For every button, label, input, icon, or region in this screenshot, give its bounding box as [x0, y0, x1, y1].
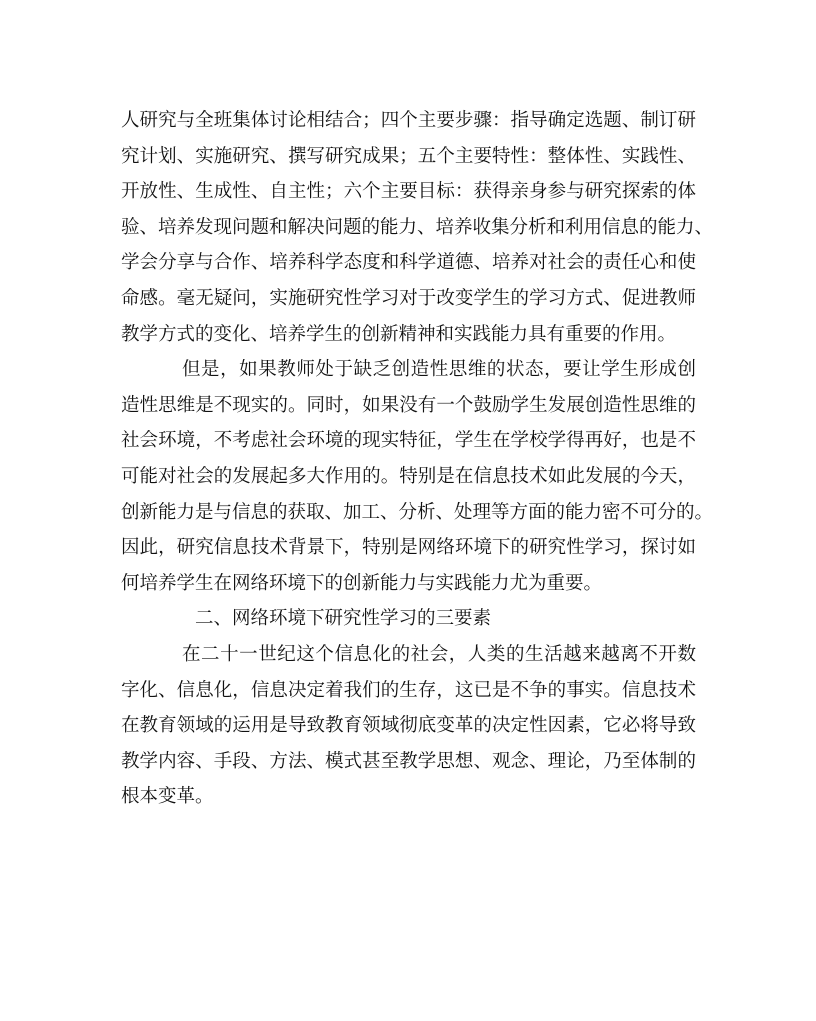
text-line: 教学内容、手段、方法、模式甚至教学思想、观念、理论，乃至体制的 [121, 750, 696, 772]
paragraph-1 [121, 103, 714, 352]
text-line: 何培养学生在网络环境下的创新能力与实践能力尤为重要。 [121, 572, 603, 594]
text-line: 字化、信息化，信息决定着我们的生存，这已是不争的事实。信息技术 [121, 679, 696, 701]
paragraph-2 [121, 352, 714, 601]
paragraph-3 [121, 637, 696, 815]
heading-text: 二、网络环境下研究性学习的三要素 [195, 608, 492, 630]
text-line: 命感。毫无疑问，实施研究性学习对于改变学生的学习方式、促进教师 [121, 287, 696, 309]
text-line: 创新能力是与信息的获取、加工、分析、处理等方面的能力密不可分的。 [121, 501, 714, 523]
section-heading [121, 601, 696, 637]
text-line: 可能对社会的发展起多大作用的。特别是在信息技术如此发展的今天， [121, 465, 696, 487]
text-line: 根本变革。 [121, 786, 214, 808]
text-line: 学会分享与合作、培养科学态度和科学道德、培养对社会的责任心和使 [121, 252, 696, 274]
text-line: 人研究与全班集体讨论相结合；四个主要步骤：指导确定选题、制订研 [121, 110, 696, 131]
text-line: 因此，研究信息技术背景下，特别是网络环境下的研究性学习，探讨如 [121, 537, 696, 559]
text-line: 究计划、实施研究、撰写研究成果；五个主要特性：整体性、实践性、 [121, 145, 696, 167]
text-line: 在教育领域的运用是导致教育领域彻底变革的决定性因素，它必将导致 [121, 715, 696, 737]
document-body [121, 103, 714, 815]
text-line: 验、培养发现问题和解决问题的能力、培养收集分析和利用信息的能力、 [121, 216, 714, 238]
text-line: 造性思维是不现实的。同时，如果没有一个鼓励学生发展创造性思维的 [121, 394, 696, 416]
text-line: 社会环境，不考虑社会环境的现实特征，学生在学校学得再好，也是不 [121, 430, 696, 452]
text-line: 教学方式的变化、培养学生的创新精神和实践能力具有重要的作用。 [121, 323, 677, 345]
text-line: 开放性、生成性、自主性；六个主要目标：获得亲身参与研究探索的体 [121, 181, 696, 203]
text-line: 但是，如果教师处于缺乏创造性思维的状态，要让学生形成创 [182, 359, 696, 381]
text-line: 在二十一世纪这个信息化的社会，人类的生活越来越离不开数 [182, 643, 696, 665]
